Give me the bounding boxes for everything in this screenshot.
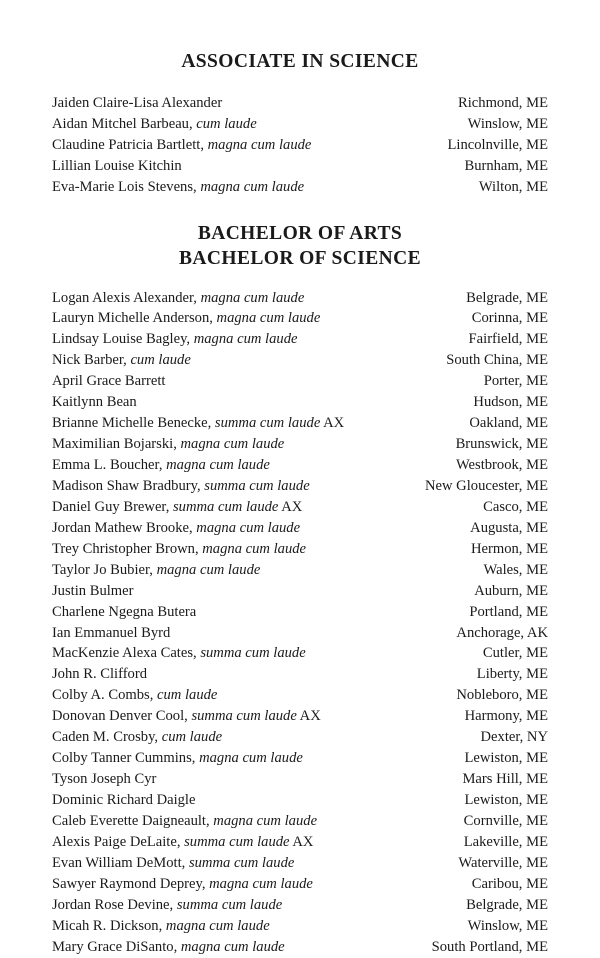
graduate-hometown: Fairfield, ME bbox=[468, 331, 548, 348]
section-heading: BACHELOR OF SCIENCE bbox=[179, 247, 421, 269]
honor-label: summa cum laude bbox=[173, 498, 279, 515]
graduate-name-cell: Jordan Rose Devine, summa cum laude bbox=[52, 896, 283, 913]
honor-label: magna cum laude bbox=[202, 540, 307, 557]
graduate-name-cell: MacKenzie Alexa Cates, summa cum laude bbox=[52, 645, 306, 662]
graduate-name: Jaiden Claire-Lisa Alexander bbox=[52, 94, 223, 111]
graduate-hometown: Burnham, ME bbox=[464, 157, 548, 174]
graduate-name: Logan Alexis Alexander bbox=[52, 289, 194, 306]
graduate-name-cell bbox=[52, 623, 180, 644]
graduate-name: Aidan Mitchel Barbeau bbox=[52, 115, 189, 132]
graduate-hometown: Harmony, ME bbox=[464, 708, 548, 725]
graduate-hometown: Hermon, ME bbox=[470, 540, 548, 557]
graduate-hometown: Cutler, ME bbox=[482, 645, 548, 662]
list-item bbox=[52, 135, 548, 156]
graduate-name: Ian Emmanuel Byrd bbox=[52, 624, 171, 641]
honor-label: magna cum laude bbox=[199, 750, 303, 767]
list-item bbox=[52, 811, 548, 832]
graduate-name: Dominic Richard Daigle bbox=[52, 792, 196, 809]
honor-label: summa cum laude bbox=[184, 833, 290, 850]
graduate-hometown: Lincolnville, ME bbox=[447, 136, 548, 153]
graduate-hometown: Portland, ME bbox=[469, 603, 548, 620]
graduate-name-cell: Colby Tanner Cummins, magna cum laude bbox=[52, 750, 303, 767]
list-item bbox=[52, 643, 548, 664]
list-item bbox=[52, 664, 548, 685]
honor-label: summa cum laude bbox=[188, 854, 295, 871]
graduate-name-cell: Evan William DeMott, summa cum laude bbox=[52, 854, 295, 871]
honor-label: magna cum laude bbox=[209, 875, 313, 892]
graduate-hometown: Westbrook, ME bbox=[455, 457, 548, 474]
graduate-name-cell: Jordan Mathew Brooke, magna cum laude bbox=[52, 519, 301, 536]
graduate-name: Sawyer Raymond Deprey bbox=[52, 875, 202, 892]
graduate-hometown: Dexter, NY bbox=[480, 729, 548, 746]
honor-label: cum laude bbox=[130, 352, 191, 369]
list-item bbox=[52, 434, 548, 455]
honor-label: magna cum laude bbox=[165, 917, 270, 934]
list-item bbox=[52, 539, 548, 560]
graduate-name: Eva-Marie Lois Stevens bbox=[52, 178, 194, 195]
graduate-name: Colby A. Combs bbox=[52, 687, 150, 704]
graduate-name-cell: Madison Shaw Bradbury, summa cum laude bbox=[52, 477, 310, 494]
honor-label: magna cum laude bbox=[200, 289, 305, 306]
list-item bbox=[52, 874, 548, 895]
graduate-hometown: Winslow, ME bbox=[467, 917, 548, 934]
honor-label: magna cum laude bbox=[207, 136, 312, 153]
graduate-name-cell: Trey Christopher Brown, magna cum laude bbox=[52, 540, 307, 557]
graduate-name-cell: Lindsay Louise Bagley, magna cum laude bbox=[52, 331, 298, 348]
honor-label: magna cum laude bbox=[180, 938, 285, 955]
graduate-name: Tyson Joseph Cyr bbox=[52, 771, 157, 788]
graduate-hometown: Belgrade, ME bbox=[466, 289, 548, 306]
graduate-name: Micah R. Dickson bbox=[52, 917, 159, 934]
degree-section bbox=[52, 222, 548, 958]
graduate-name-cell: Logan Alexis Alexander, magna cum laude bbox=[52, 289, 305, 306]
graduate-hometown: Corinna, ME bbox=[471, 310, 548, 327]
graduate-hometown: Waterville, ME bbox=[458, 854, 548, 871]
list-item bbox=[52, 560, 548, 581]
graduate-hometown: Oakland, ME bbox=[469, 415, 548, 432]
graduate-hometown: Casco, ME bbox=[483, 498, 548, 515]
list-item bbox=[52, 790, 548, 811]
graduate-hometown: Wales, ME bbox=[483, 561, 548, 578]
honor-label: summa cum laude bbox=[204, 477, 310, 494]
graduate-name-cell: Eva-Marie Lois Stevens, magna cum laude bbox=[52, 178, 305, 195]
graduate-name: Mary Grace DiSanto bbox=[52, 938, 174, 955]
graduate-hometown: Mars Hill, ME bbox=[462, 771, 548, 788]
list-item bbox=[52, 706, 548, 727]
graduate-name: Colby Tanner Cummins bbox=[52, 750, 192, 767]
graduate-hometown: Richmond, ME bbox=[458, 94, 548, 111]
graduate-hometown: Augusta, ME bbox=[470, 519, 548, 536]
graduate-name-cell bbox=[52, 156, 192, 177]
section-heading-block bbox=[52, 222, 548, 272]
graduate-name: Donovan Denver Cool bbox=[52, 708, 185, 725]
list-item bbox=[52, 93, 548, 114]
list-item bbox=[52, 518, 548, 539]
list-item bbox=[52, 853, 548, 874]
graduate-name-cell bbox=[52, 602, 206, 623]
degree-section bbox=[52, 50, 548, 198]
graduate-name-cell: Lauryn Michelle Anderson, magna cum laude bbox=[52, 310, 321, 327]
graduate-name: John R. Clifford bbox=[52, 666, 148, 683]
list-item bbox=[52, 581, 548, 602]
honor-label: cum laude bbox=[157, 687, 218, 704]
graduate-hometown: Auburn, ME bbox=[474, 582, 548, 599]
section-heading: BACHELOR OF ARTS bbox=[197, 222, 403, 244]
honor-label: summa cum laude bbox=[214, 415, 321, 432]
honor-label: magna cum laude bbox=[216, 310, 321, 327]
graduate-hometown: Lewiston, ME bbox=[464, 750, 548, 767]
list-item bbox=[52, 602, 548, 623]
honor-label: magna cum laude bbox=[166, 457, 270, 474]
honor-label: magna cum laude bbox=[196, 519, 301, 536]
graduate-hometown: Caribou, ME bbox=[471, 875, 548, 892]
graduate-name-cell bbox=[52, 790, 205, 811]
graduate-name-cell bbox=[52, 392, 147, 413]
graduate-name-cell bbox=[52, 769, 166, 790]
list-item bbox=[52, 156, 548, 177]
list-item bbox=[52, 497, 548, 518]
graduate-hometown: Hudson, ME bbox=[473, 394, 548, 411]
graduate-hometown: South Portland, ME bbox=[431, 938, 548, 955]
graduate-name-cell: Micah R. Dickson, magna cum laude bbox=[52, 917, 270, 934]
graduate-hometown: Winslow, ME bbox=[467, 115, 548, 132]
honor-label: magna cum laude bbox=[213, 812, 318, 829]
graduate-list bbox=[52, 288, 548, 958]
honor-label: summa cum laude bbox=[200, 645, 306, 662]
list-item bbox=[52, 623, 548, 644]
graduate-name: Jordan Rose Devine bbox=[52, 896, 170, 913]
graduate-hometown: Nobleboro, ME bbox=[456, 687, 548, 704]
graduate-name: Daniel Guy Brewer bbox=[52, 498, 166, 515]
graduate-name: Trey Christopher Brown bbox=[52, 540, 195, 557]
graduate-hometown: Cornville, ME bbox=[463, 812, 548, 829]
honor-society-marker: AX bbox=[281, 498, 303, 515]
graduate-hometown: Anchorage, AK bbox=[456, 624, 548, 641]
list-item bbox=[52, 937, 548, 958]
graduate-name: Lindsay Louise Bagley bbox=[52, 331, 187, 348]
graduate-name: Caleb Everette Daigneault bbox=[52, 812, 206, 829]
list-item bbox=[52, 350, 548, 371]
honor-label: magna cum laude bbox=[193, 331, 298, 348]
list-item bbox=[52, 392, 548, 413]
graduate-name-cell: Maximilian Bojarski, magna cum laude bbox=[52, 436, 285, 453]
graduate-name: Alexis Paige DeLaite bbox=[52, 833, 177, 850]
graduate-name-cell bbox=[52, 371, 175, 392]
list-item bbox=[52, 748, 548, 769]
list-item bbox=[52, 455, 548, 476]
graduate-name-cell: Emma L. Boucher, magna cum laude bbox=[52, 457, 270, 474]
list-item bbox=[52, 727, 548, 748]
graduate-name: Caden M. Crosby bbox=[52, 729, 155, 746]
honor-label: cum laude bbox=[161, 729, 223, 746]
honor-society-marker: AX bbox=[292, 833, 314, 850]
section-heading-block bbox=[52, 50, 548, 75]
graduate-hometown: Wilton, ME bbox=[478, 178, 548, 195]
graduate-name-cell bbox=[52, 581, 143, 602]
list-item bbox=[52, 685, 548, 706]
list-item bbox=[52, 114, 548, 135]
graduate-hometown: New Gloucester, ME bbox=[424, 477, 548, 494]
list-item bbox=[52, 177, 548, 198]
graduate-name-cell: Nick Barber, cum laude bbox=[52, 352, 191, 369]
graduate-name-cell: Aidan Mitchel Barbeau, cum laude bbox=[52, 115, 257, 132]
graduate-name-cell bbox=[52, 93, 232, 114]
list-item bbox=[52, 413, 548, 434]
list-item bbox=[52, 308, 548, 329]
graduate-name: Taylor Jo Bubier bbox=[52, 561, 150, 578]
graduate-name: Madison Shaw Bradbury bbox=[52, 477, 197, 494]
graduate-name: Kaitlynn Bean bbox=[52, 394, 137, 411]
graduate-name-cell: Alexis Paige DeLaite, summa cum laude AX bbox=[52, 833, 314, 850]
honor-label: summa cum laude bbox=[176, 896, 283, 913]
graduate-name: MacKenzie Alexa Cates bbox=[52, 645, 194, 662]
graduate-name: Emma L. Boucher bbox=[52, 457, 159, 474]
graduate-name: Charlene Ngegna Butera bbox=[52, 603, 197, 620]
graduate-hometown: Brunswick, ME bbox=[455, 436, 548, 453]
graduate-name: Jordan Mathew Brooke bbox=[52, 519, 189, 536]
graduate-name-cell: Donovan Denver Cool, summa cum laude AX bbox=[52, 708, 321, 725]
graduate-list bbox=[52, 93, 548, 198]
graduate-name-cell: Brianne Michelle Benecke, summa cum laude AX bbox=[52, 415, 345, 432]
honor-society-marker: AX bbox=[299, 708, 321, 725]
degree-sections bbox=[52, 50, 548, 958]
graduate-name-cell: Claudine Patricia Bartlett, magna cum laude bbox=[52, 136, 312, 153]
graduate-name: Claudine Patricia Bartlett bbox=[52, 136, 201, 153]
graduate-name: Lillian Louise Kitchin bbox=[52, 157, 182, 174]
graduate-name: Justin Bulmer bbox=[52, 582, 134, 599]
graduate-name: Evan William DeMott bbox=[52, 854, 182, 871]
graduate-name-cell: Daniel Guy Brewer, summa cum laude AX bbox=[52, 498, 303, 515]
list-item bbox=[52, 329, 548, 350]
honor-label: magna cum laude bbox=[156, 561, 261, 578]
graduate-name: April Grace Barrett bbox=[52, 373, 166, 390]
graduate-name-cell: Caden M. Crosby, cum laude bbox=[52, 729, 223, 746]
graduate-name: Nick Barber bbox=[52, 352, 124, 369]
list-item bbox=[52, 371, 548, 392]
graduate-hometown: Lakeville, ME bbox=[463, 833, 548, 850]
graduate-name-cell: Taylor Jo Bubier, magna cum laude bbox=[52, 561, 261, 578]
graduate-hometown: Lewiston, ME bbox=[464, 792, 548, 809]
graduate-hometown: South China, ME bbox=[446, 352, 548, 369]
graduate-hometown: Belgrade, ME bbox=[466, 896, 548, 913]
graduate-name-cell bbox=[52, 664, 157, 685]
list-item bbox=[52, 895, 548, 916]
honor-label: magna cum laude bbox=[180, 436, 285, 453]
graduate-name: Maximilian Bojarski bbox=[52, 436, 174, 453]
graduate-name-cell: Mary Grace DiSanto, magna cum laude bbox=[52, 938, 285, 955]
graduate-name-cell: Caleb Everette Daigneault, magna cum laude bbox=[52, 812, 318, 829]
section-heading: ASSOCIATE IN SCIENCE bbox=[181, 51, 419, 72]
list-item bbox=[52, 288, 548, 309]
graduate-hometown: Porter, ME bbox=[483, 373, 548, 390]
list-item bbox=[52, 769, 548, 790]
graduate-name-cell: Sawyer Raymond Deprey, magna cum laude bbox=[52, 875, 313, 892]
honor-society-marker: AX bbox=[323, 415, 345, 432]
honor-label: summa cum laude bbox=[191, 708, 297, 725]
list-item bbox=[52, 832, 548, 853]
list-item bbox=[52, 476, 548, 497]
graduate-name: Lauryn Michelle Anderson bbox=[52, 310, 210, 327]
graduate-name-cell: Colby A. Combs, cum laude bbox=[52, 687, 218, 704]
honor-label: magna cum laude bbox=[200, 178, 305, 195]
honor-label: cum laude bbox=[196, 115, 257, 132]
list-item bbox=[52, 916, 548, 937]
graduate-name: Brianne Michelle Benecke bbox=[52, 415, 208, 432]
graduate-hometown: Liberty, ME bbox=[476, 666, 548, 683]
